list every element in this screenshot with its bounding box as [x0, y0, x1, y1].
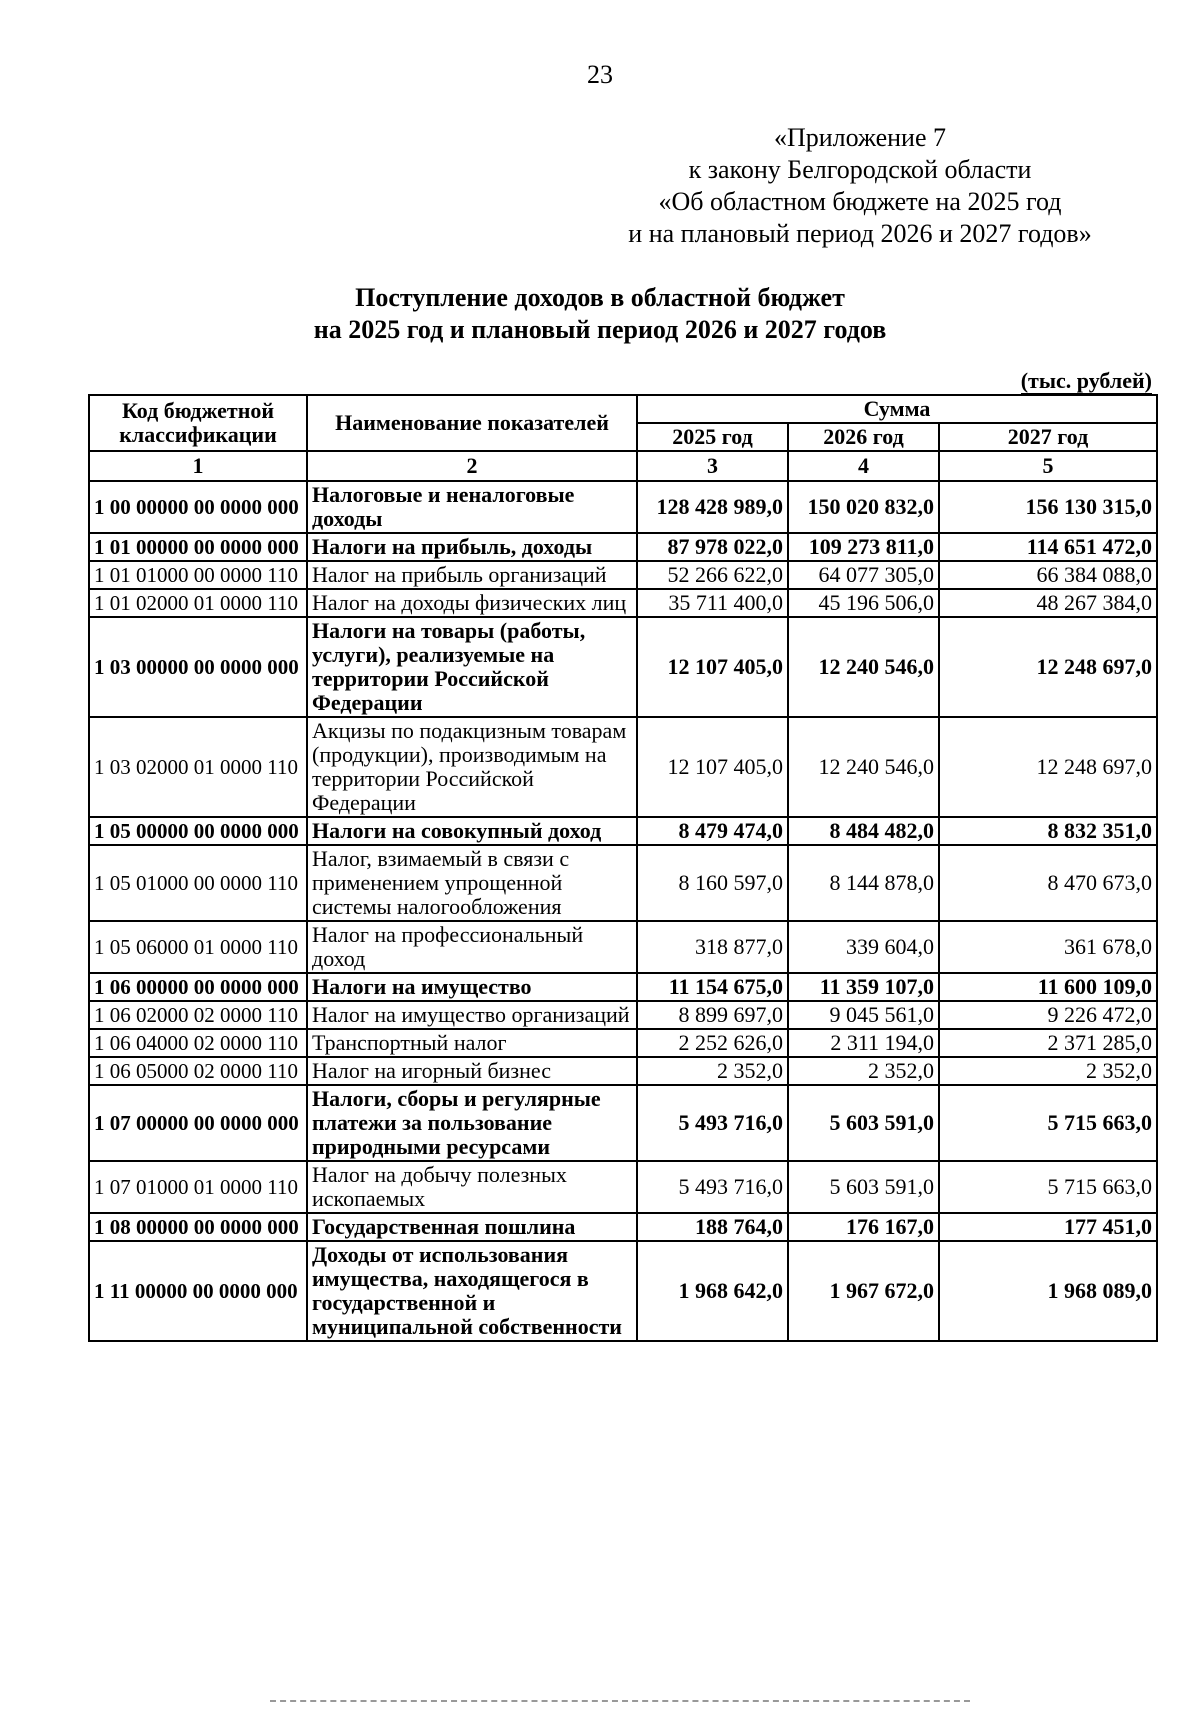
amount-2027-cell: 12 248 697,0: [939, 717, 1157, 817]
amount-2025-cell: 12 107 405,0: [637, 717, 788, 817]
appendix-line-3: «Об областном бюджете на 2025 год: [658, 187, 1062, 216]
amount-2025-cell: 12 107 405,0: [637, 617, 788, 717]
document-title: [250, 282, 950, 346]
indicator-name-cell: Налог на игорный бизнес: [307, 1057, 637, 1085]
indicator-name-cell: Налог на имущество организаций: [307, 1001, 637, 1029]
table-row: [89, 717, 1157, 817]
column-numbers-row: [89, 451, 1157, 481]
budget-code-cell: 1 06 05000 02 0000 110: [89, 1057, 307, 1085]
amount-2027-cell: 12 248 697,0: [939, 617, 1157, 717]
amount-2027-cell: 66 384 088,0: [939, 561, 1157, 589]
budget-code-cell: 1 01 00000 00 0000 000: [89, 533, 307, 561]
indicator-name-cell: Транспортный налог: [307, 1029, 637, 1057]
amount-2026-cell: 11 359 107,0: [788, 973, 939, 1001]
title-line-2: на 2025 год и плановый период 2026 и 2027 годов: [313, 315, 887, 344]
amount-2027-cell: 114 651 472,0: [939, 533, 1157, 561]
amount-2025-cell: 8 479 474,0: [637, 817, 788, 845]
amount-2027-cell: 2 352,0: [939, 1057, 1157, 1085]
column-number: 4: [788, 451, 939, 481]
appendix-line-4: и на плановый период 2026 и 2027 годов»: [628, 219, 1092, 248]
amount-2027-cell: 5 715 663,0: [939, 1085, 1157, 1161]
amount-2027-cell: 1 968 089,0: [939, 1241, 1157, 1341]
table-row: [89, 921, 1157, 973]
amount-2026-cell: 2 311 194,0: [788, 1029, 939, 1057]
amount-2027-cell: 11 600 109,0: [939, 973, 1157, 1001]
table-row: [89, 1057, 1157, 1085]
amount-2027-cell: 2 371 285,0: [939, 1029, 1157, 1057]
amount-2026-cell: 8 144 878,0: [788, 845, 939, 921]
amount-2027-cell: 48 267 384,0: [939, 589, 1157, 617]
amount-2027-cell: 177 451,0: [939, 1213, 1157, 1241]
table-row: [89, 1085, 1157, 1161]
amount-2026-cell: 5 603 591,0: [788, 1085, 939, 1161]
table-row: [89, 481, 1157, 533]
amount-2026-cell: 45 196 506,0: [788, 589, 939, 617]
amount-2025-cell: 52 266 622,0: [637, 561, 788, 589]
table-row: [89, 617, 1157, 717]
table-row: [89, 561, 1157, 589]
amount-2026-cell: 12 240 546,0: [788, 717, 939, 817]
amount-2025-cell: 11 154 675,0: [637, 973, 788, 1001]
appendix-line-2: к закону Белгородской области: [688, 155, 1032, 184]
amount-2027-cell: 156 130 315,0: [939, 481, 1157, 533]
amount-2026-cell: 1 967 672,0: [788, 1241, 939, 1341]
budget-code-cell: 1 08 00000 00 0000 000: [89, 1213, 307, 1241]
units-note: [900, 368, 1152, 394]
amount-2026-cell: 12 240 546,0: [788, 617, 939, 717]
amount-2026-cell: 64 077 305,0: [788, 561, 939, 589]
amount-2025-cell: 87 978 022,0: [637, 533, 788, 561]
indicator-name-cell: Налог на профессиональный доход: [307, 921, 637, 973]
amount-2026-cell: 2 352,0: [788, 1057, 939, 1085]
table-row: [89, 817, 1157, 845]
amount-2026-cell: 8 484 482,0: [788, 817, 939, 845]
indicator-name-cell: Налоговые и неналоговые доходы: [307, 481, 637, 533]
indicator-name-cell: Налог на доходы физических лиц: [307, 589, 637, 617]
indicator-name-cell: Акцизы по подакцизным товарам (продукции), производимым на территории Российской Федерации: [307, 717, 637, 817]
amount-2025-cell: 1 968 642,0: [637, 1241, 788, 1341]
page-number: 23: [587, 60, 613, 89]
table-row: [89, 589, 1157, 617]
amount-2027-cell: 8 470 673,0: [939, 845, 1157, 921]
appendix-line-1: «Приложение 7: [773, 123, 947, 152]
header-year-2026: 2026 год: [788, 423, 939, 451]
amount-2025-cell: 35 711 400,0: [637, 589, 788, 617]
budget-code-cell: 1 03 02000 01 0000 110: [89, 717, 307, 817]
amount-2026-cell: 109 273 811,0: [788, 533, 939, 561]
table-row: [89, 1241, 1157, 1341]
header-sum: Сумма: [637, 395, 1157, 423]
indicator-name-cell: Налоги на совокупный доход: [307, 817, 637, 845]
indicator-name-cell: Налоги на прибыль, доходы: [307, 533, 637, 561]
amount-2027-cell: 9 226 472,0: [939, 1001, 1157, 1029]
header-name: Наименование показателей: [307, 395, 637, 451]
amount-2025-cell: 128 428 989,0: [637, 481, 788, 533]
amount-2025-cell: 318 877,0: [637, 921, 788, 973]
column-number: 2: [307, 451, 637, 481]
budget-code-cell: 1 06 00000 00 0000 000: [89, 973, 307, 1001]
column-number: 5: [939, 451, 1157, 481]
amount-2025-cell: 2 352,0: [637, 1057, 788, 1085]
amount-2025-cell: 5 493 716,0: [637, 1085, 788, 1161]
indicator-name-cell: Налог на добычу полезных ископаемых: [307, 1161, 637, 1213]
budget-code-cell: 1 11 00000 00 0000 000: [89, 1241, 307, 1341]
budget-code-cell: 1 07 00000 00 0000 000: [89, 1085, 307, 1161]
column-number: 3: [637, 451, 788, 481]
amount-2027-cell: 5 715 663,0: [939, 1161, 1157, 1213]
amount-2026-cell: 5 603 591,0: [788, 1161, 939, 1213]
budget-code-cell: 1 06 02000 02 0000 110: [89, 1001, 307, 1029]
column-number: 1: [89, 451, 307, 481]
table-row: [89, 533, 1157, 561]
indicator-name-cell: Государственная пошлина: [307, 1213, 637, 1241]
amount-2027-cell: 8 832 351,0: [939, 817, 1157, 845]
revenue-table: [88, 394, 1158, 1342]
amount-2025-cell: 8 160 597,0: [637, 845, 788, 921]
units-label: (тыс. рублей): [1020, 368, 1152, 393]
indicator-name-cell: Налоги на имущество: [307, 973, 637, 1001]
header-year-2027: 2027 год: [939, 423, 1157, 451]
table-row: [89, 973, 1157, 1001]
footer-divider: [270, 1700, 970, 1706]
table-row: [89, 1161, 1157, 1213]
amount-2026-cell: 9 045 561,0: [788, 1001, 939, 1029]
budget-code-cell: 1 03 00000 00 0000 000: [89, 617, 307, 717]
header-year-2025: 2025 год: [637, 423, 788, 451]
indicator-name-cell: Налог на прибыль организаций: [307, 561, 637, 589]
indicator-name-cell: Налоги на товары (работы, услуги), реализуемые на территории Российской Федерации: [307, 617, 637, 717]
budget-code-cell: 1 05 01000 00 0000 110: [89, 845, 307, 921]
budget-code-cell: 1 01 02000 01 0000 110: [89, 589, 307, 617]
amount-2026-cell: 339 604,0: [788, 921, 939, 973]
header-code: Код бюджетной классификации: [89, 395, 307, 451]
amount-2025-cell: 188 764,0: [637, 1213, 788, 1241]
indicator-name-cell: Налоги, сборы и регулярные платежи за пользование природными ресурсами: [307, 1085, 637, 1161]
amount-2025-cell: 2 252 626,0: [637, 1029, 788, 1057]
table-row: [89, 845, 1157, 921]
table-row: [89, 1029, 1157, 1057]
budget-code-cell: 1 05 00000 00 0000 000: [89, 817, 307, 845]
amount-2025-cell: 5 493 716,0: [637, 1161, 788, 1213]
amount-2027-cell: 361 678,0: [939, 921, 1157, 973]
title-line-1: Поступление доходов в областной бюджет: [355, 283, 845, 312]
amount-2025-cell: 8 899 697,0: [637, 1001, 788, 1029]
budget-code-cell: 1 06 04000 02 0000 110: [89, 1029, 307, 1057]
indicator-name-cell: Доходы от использования имущества, находящегося в государственной и муниципальной собственности: [307, 1241, 637, 1341]
budget-code-cell: 1 00 00000 00 0000 000: [89, 481, 307, 533]
budget-code-cell: 1 05 06000 01 0000 110: [89, 921, 307, 973]
budget-code-cell: 1 01 01000 00 0000 110: [89, 561, 307, 589]
amount-2026-cell: 150 020 832,0: [788, 481, 939, 533]
appendix-header: [560, 122, 1160, 250]
indicator-name-cell: Налог, взимаемый в связи с применением упрощенной системы налогообложения: [307, 845, 637, 921]
table-row: [89, 1213, 1157, 1241]
budget-code-cell: 1 07 01000 01 0000 110: [89, 1161, 307, 1213]
amount-2026-cell: 176 167,0: [788, 1213, 939, 1241]
table-row: [89, 1001, 1157, 1029]
